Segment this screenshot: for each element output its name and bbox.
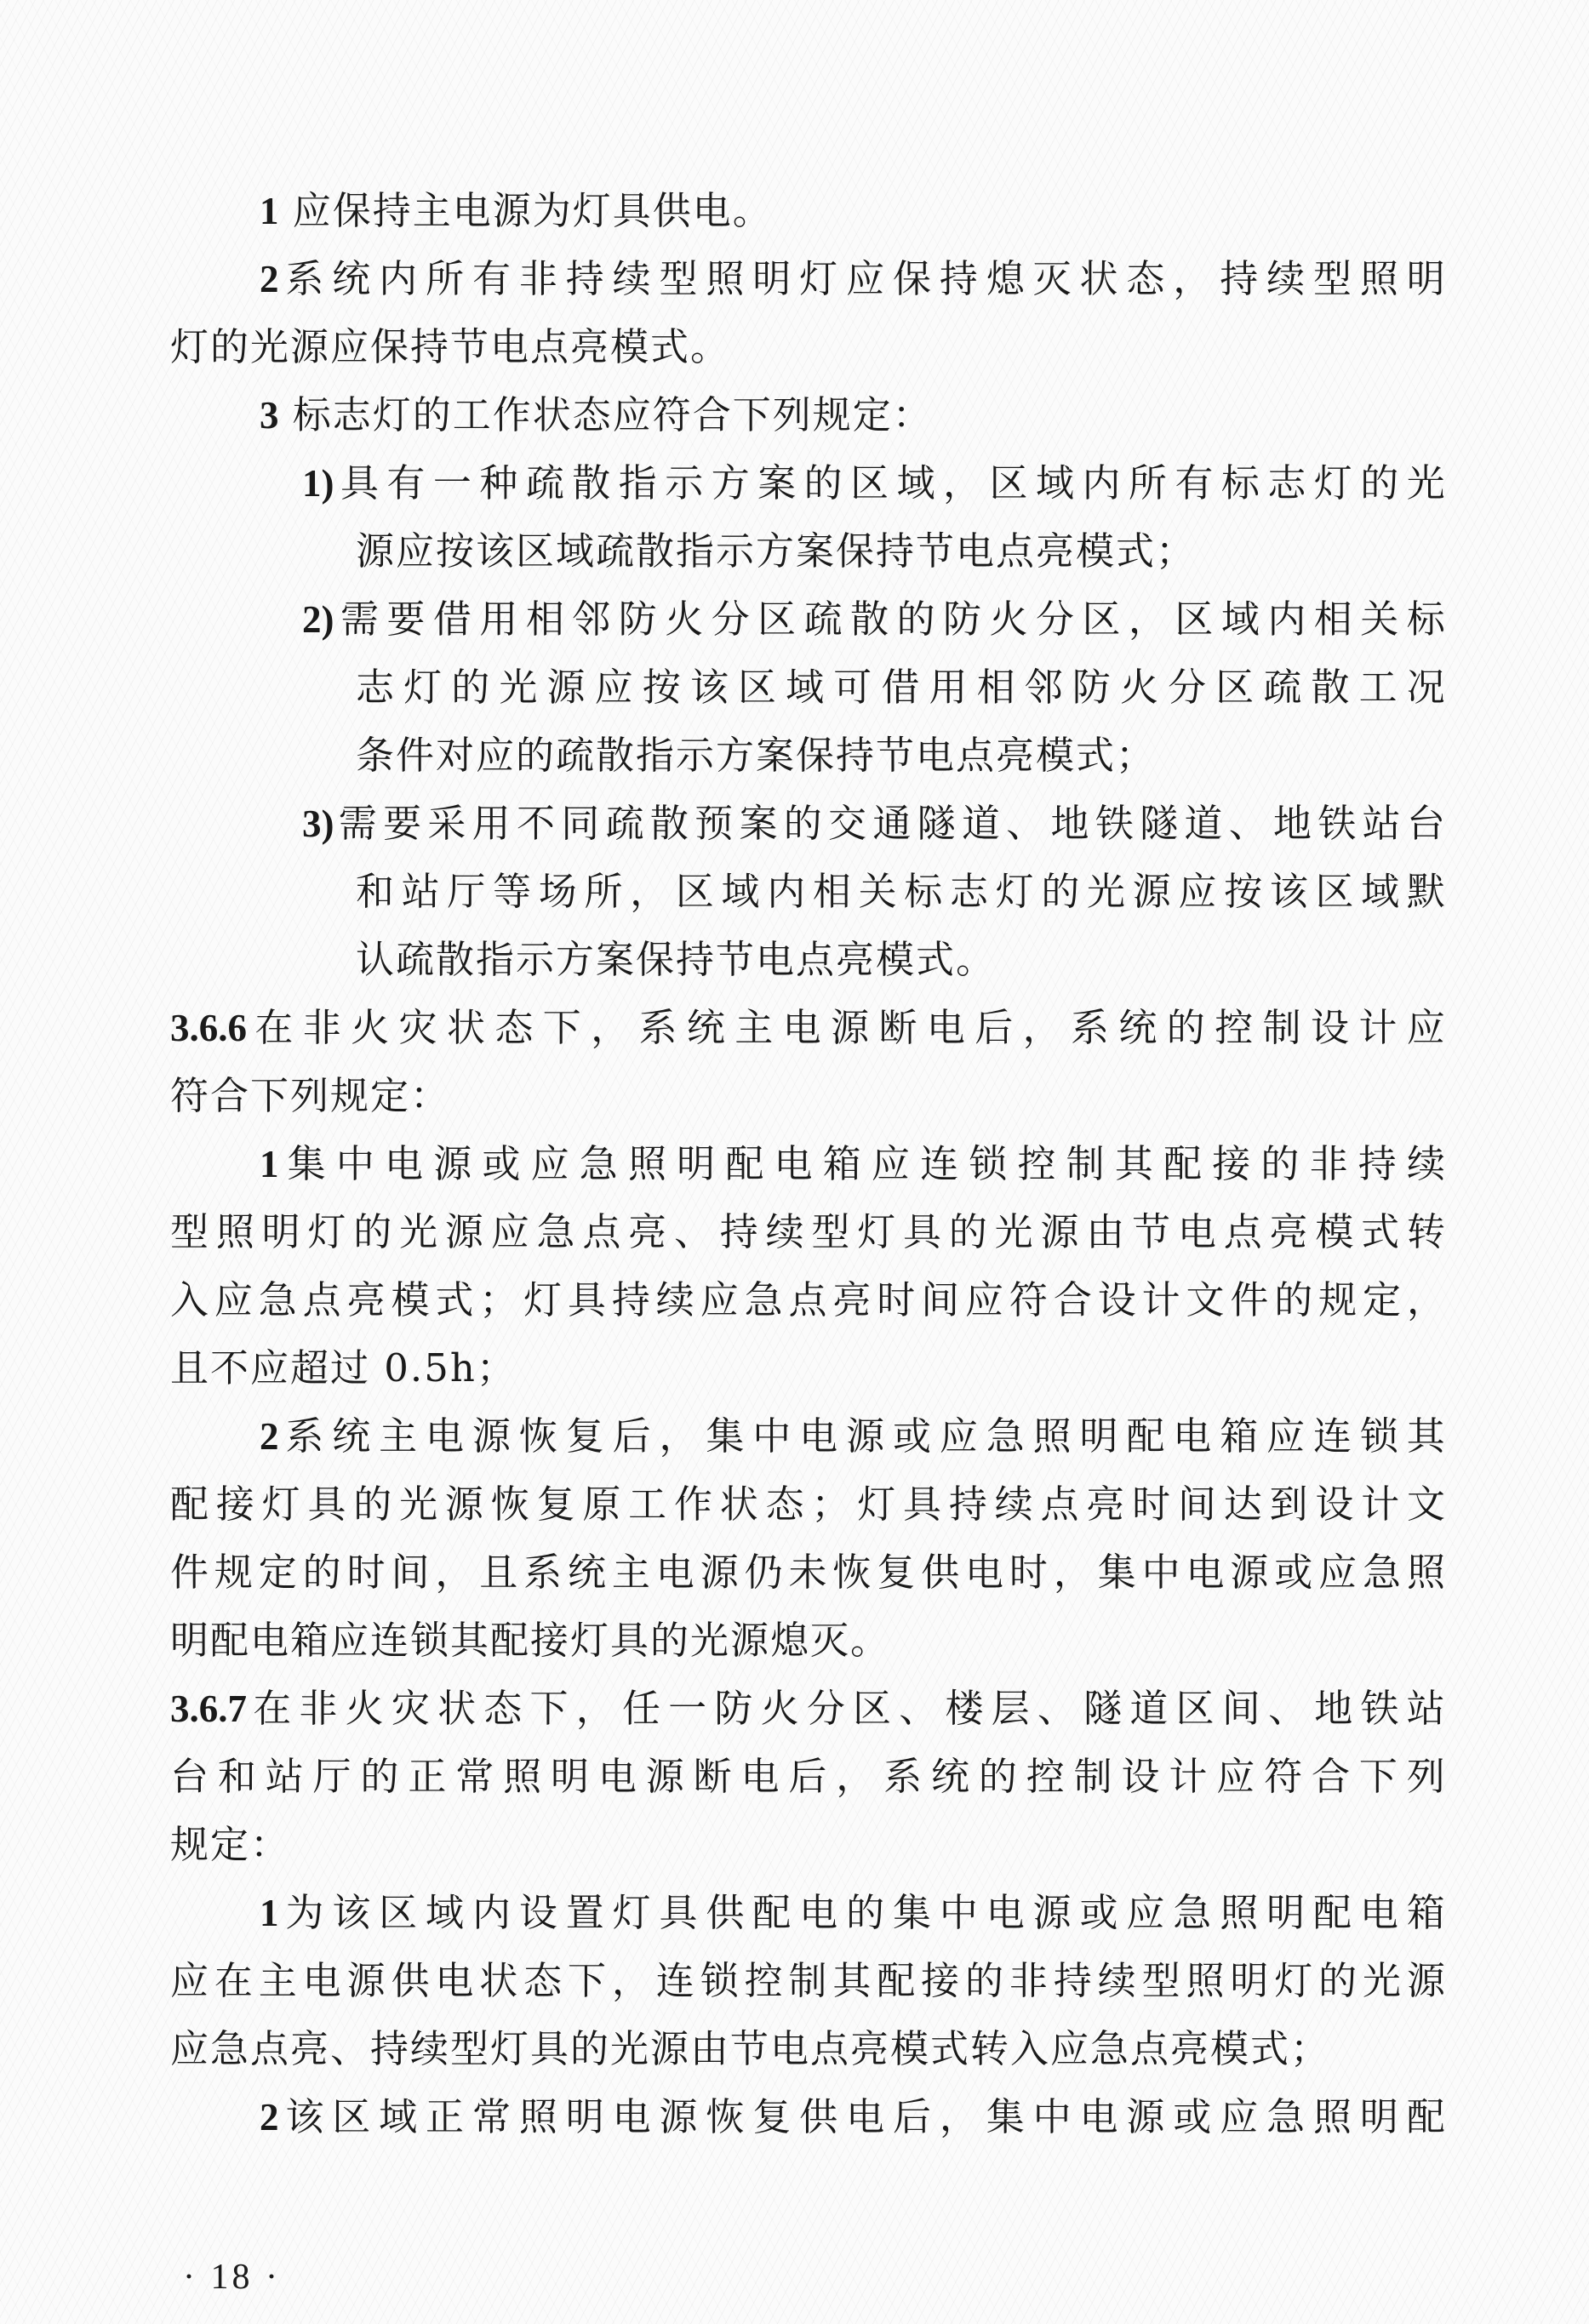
text-line: 应 在 主 电 源 供 电 状 态 下 ， 连 锁 控 制 其 配 接 的 非 持 续 型 照 明 灯 的 光 源 bbox=[170, 1958, 1447, 2003]
text-line: 入 应 急 点 亮 模 式 ； 灯 具 持 续 应 急 点 亮 时 间 应 符 合 设 计 文 件 的 规 定 ， bbox=[170, 1277, 1447, 1322]
text-line: 明配电箱应连锁其配接灯具的光源熄灭。 bbox=[170, 1618, 891, 1663]
text-line: 符合下列规定： bbox=[170, 1073, 451, 1118]
text-line: 认疏散指示方案保持节电点亮模式。 bbox=[356, 937, 997, 982]
text-line: 源应按该区域疏散指示方案保持节电点亮模式； bbox=[356, 528, 1197, 574]
text-line: 3.6.7 在 非 火 灾 状 态 下 ， 任 一 防 火 分 区 、 楼 层 、 隧 道 区 间 、 地 铁 站 bbox=[170, 1686, 1447, 1731]
text-line: 2 系 统 内 所 有 非 持 续 型 照 明 灯 应 保 持 熄 灭 状 态 ， 持 续 型 照 明 bbox=[260, 256, 1447, 301]
text-line: 3) 需 要 采 用 不 同 疏 散 预 案 的 交 通 隧 道 、 地 铁 隧 道 、 地 铁 站 台 bbox=[302, 801, 1447, 846]
text-line: 3 标志灯的工作状态应符合下列规定： bbox=[260, 392, 933, 437]
page-number: · 18 · bbox=[183, 2258, 281, 2297]
text-line: 应急点亮、持续型灯具的光源由节电点亮模式转入应急点亮模式； bbox=[170, 2026, 1331, 2071]
text-line: 台 和 站 厅 的 正 常 照 明 电 源 断 电 后 ， 系 统 的 控 制 设 计 应 符 合 下 列 bbox=[170, 1754, 1447, 1799]
text-line: 灯的光源应保持节电点亮模式。 bbox=[170, 324, 731, 369]
text-line: 条件对应的疏散指示方案保持节电点亮模式； bbox=[356, 733, 1157, 778]
text-line: 2 系 统 主 电 源 恢 复 后 ， 集 中 电 源 或 应 急 照 明 配 电 箱 应 连 锁 其 bbox=[260, 1413, 1447, 1459]
text-line: 1 应保持主电源为灯具供电。 bbox=[260, 188, 773, 233]
text-line: 件 规 定 的 时 间 ， 且 系 统 主 电 源 仍 未 恢 复 供 电 时 ， 集 中 电 源 或 应 急 照 bbox=[170, 1550, 1447, 1595]
text-line: 规定： bbox=[170, 1822, 291, 1867]
text-line: 1) 具 有 一 种 疏 散 指 示 方 案 的 区 域 ， 区 域 内 所 有 标 志 灯 的 光 bbox=[302, 460, 1447, 505]
text-line: 且不应超过 0.5h； bbox=[170, 1345, 517, 1390]
text-line: 2 该 区 域 正 常 照 明 电 源 恢 复 供 电 后 ， 集 中 电 源 或 应 急 照 明 配 bbox=[260, 2094, 1447, 2139]
text-line: 2) 需 要 借 用 相 邻 防 火 分 区 疏 散 的 防 火 分 区 ， 区 域 内 相 关 标 bbox=[302, 597, 1447, 642]
text-line: 1 为 该 区 域 内 设 置 灯 具 供 配 电 的 集 中 电 源 或 应 急 照 明 配 电 箱 bbox=[260, 1890, 1447, 1935]
text-line: 3.6.6 在 非 火 灾 状 态 下 ， 系 统 主 电 源 断 电 后 ， 系 统 的 控 制 设 计 应 bbox=[170, 1005, 1447, 1050]
text-line: 型 照 明 灯 的 光 源 应 急 点 亮 、 持 续 型 灯 具 的 光 源 由 节 电 点 亮 模 式 转 bbox=[170, 1209, 1447, 1254]
text-line: 志 灯 的 光 源 应 按 该 区 域 可 借 用 相 邻 防 火 分 区 疏 散 工 况 bbox=[356, 665, 1447, 710]
text-line: 和 站 厅 等 场 所 ， 区 域 内 相 关 标 志 灯 的 光 源 应 按 该 区 域 默 bbox=[356, 869, 1447, 914]
text-line: 配 接 灯 具 的 光 源 恢 复 原 工 作 状 态 ； 灯 具 持 续 点 亮 时 间 达 到 设 计 文 bbox=[170, 1482, 1447, 1527]
text-line: 1 集 中 电 源 或 应 急 照 明 配 电 箱 应 连 锁 控 制 其 配 接 的 非 持 续 bbox=[260, 1141, 1447, 1186]
